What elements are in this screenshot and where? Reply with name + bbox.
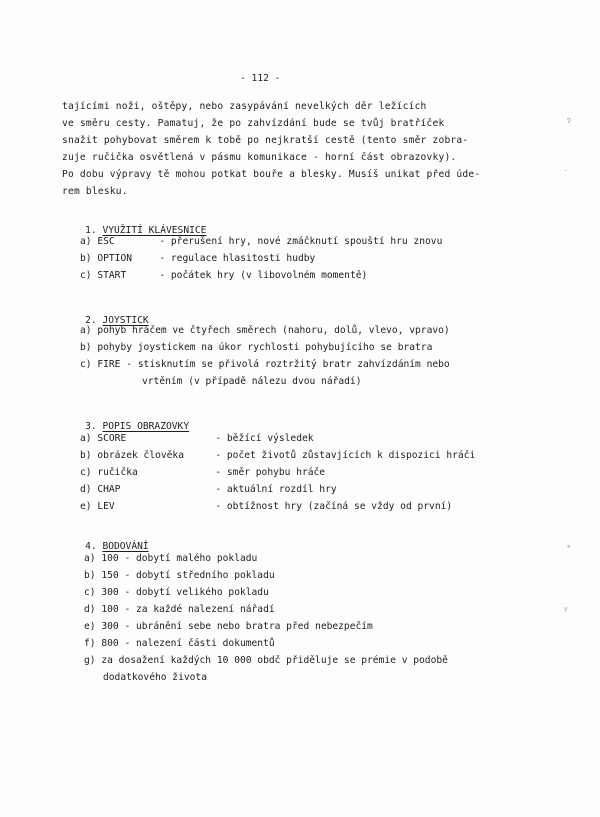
item-text: - aktuální rozdíl hry: [215, 484, 337, 495]
item-text: FIRE - stisknutím se přivolá roztržitý bratr zahvízdáním nebo: [97, 359, 450, 370]
item-letter: b): [84, 570, 96, 581]
section-number: 1.: [85, 225, 97, 236]
list-item-continuation: vrtěním (v případě nálezu dvou nářadí): [142, 376, 362, 387]
item-label: START: [97, 270, 127, 281]
list-item: [80, 325, 450, 336]
item-text: - počet životů zůstavjících k dispozici hráči: [215, 450, 476, 461]
list-item: [80, 270, 367, 281]
item-letter: a): [80, 236, 92, 247]
section-title: VYUŽITÍ KLÁVESNICE: [102, 225, 207, 236]
item-text: 100 - dobytí malého pokladu: [101, 553, 258, 564]
item-letter: d): [80, 484, 92, 495]
item-text: - běžící výsledek: [215, 433, 314, 444]
item-letter: c): [80, 270, 92, 281]
item-letter: c): [84, 587, 96, 598]
item-letter: e): [84, 621, 96, 632]
list-item: [84, 604, 275, 615]
scan-mark-icon: ᵧ: [563, 603, 569, 613]
section-number: 4.: [85, 541, 97, 552]
section-number: 2.: [85, 315, 97, 326]
list-item-continuation: dodatkového života: [103, 672, 207, 683]
intro-line: ve směru cesty. Pamatuj, že po zahvízdání bude se tvůj bratříček: [62, 118, 445, 129]
intro-line: rem blesku.: [62, 186, 128, 197]
item-letter: b): [80, 253, 92, 264]
section-title: BODOVÁNÍ: [102, 541, 149, 552]
list-item: [80, 433, 314, 444]
item-letter: c): [80, 467, 92, 478]
item-letter: e): [80, 501, 92, 512]
list-item: [84, 553, 257, 564]
list-item: [84, 570, 275, 581]
list-item: [84, 655, 448, 666]
scan-mark-icon: ɂ: [566, 116, 572, 126]
item-letter: c): [80, 359, 92, 370]
list-item: [80, 484, 337, 495]
item-text: 100 - za každé nalezení nářadí: [101, 604, 275, 615]
list-item: [84, 587, 269, 598]
item-text: pohyb hráčem ve čtyřech směrech (nahoru, dolů, vlevo, vpravo): [97, 325, 450, 336]
list-item: [80, 450, 475, 461]
item-letter: a): [80, 325, 92, 336]
item-text: - počátek hry (v libovolném momentě): [159, 270, 368, 281]
intro-line: snažit pohybovat směrem k tobě po nejkratší cestě (tento směr zobra-: [62, 135, 469, 146]
list-item: [80, 236, 442, 247]
item-label: CHAP: [97, 484, 121, 495]
item-letter: g): [84, 655, 96, 666]
list-item: [80, 359, 450, 370]
item-letter: b): [80, 342, 92, 353]
intro-line: tajícími noži, oštěpy, nebo zasypávání nevelkých děr ležících: [62, 101, 427, 112]
item-label: LEV: [97, 501, 115, 512]
scan-mark-icon: ˙: [563, 170, 569, 180]
item-letter: f): [84, 638, 96, 649]
item-letter: a): [80, 433, 92, 444]
item-label: ručička: [97, 467, 138, 478]
item-label: OPTION: [97, 253, 132, 264]
item-text: 800 - nalezení části dokumentů: [101, 638, 275, 649]
item-text: - přerušení hry, nové zmáčknutí spouští hru znovu: [159, 236, 443, 247]
list-item: [84, 638, 275, 649]
item-label: ESC: [97, 236, 115, 247]
page-number: - 112 -: [240, 73, 281, 84]
intro-line: zuje ručička osvětlená v pásmu komunikace - horní část obrazovky).: [62, 152, 457, 163]
scan-mark-icon: ˚: [566, 546, 572, 556]
list-item: [80, 501, 452, 512]
item-text: 300 - dobytí velikého pokladu: [101, 587, 269, 598]
item-text: 150 - dobytí středního pokladu: [101, 570, 275, 581]
section-title: POPIS OBRAZOVKY: [102, 421, 190, 432]
item-letter: b): [80, 450, 92, 461]
item-text: - obtížnost hry (začíná se vždy od první): [215, 501, 453, 512]
item-letter: a): [84, 553, 96, 564]
section-number: 3.: [85, 421, 97, 432]
list-item: [80, 467, 325, 478]
section-title: JOYSTICK: [102, 315, 149, 326]
list-item: [84, 621, 373, 632]
item-text: 300 - ubránění sebe nebo bratra před nebezpečím: [101, 621, 373, 632]
item-text: pohyby joystickem na úkor rychlosti pohybujícího se bratra: [97, 342, 433, 353]
item-text: - směr pohybu hráče: [215, 467, 326, 478]
item-label: SCORE: [97, 433, 127, 444]
list-item: [80, 253, 315, 264]
item-text: - regulace hlasitosti hudby: [159, 253, 316, 264]
item-label: obrázek člověka: [97, 450, 184, 461]
list-item: [80, 342, 432, 353]
intro-line: Po dobu výpravy tě mohou potkat bouře a blesky. Musíš unikat před úde-: [62, 169, 481, 180]
item-letter: d): [84, 604, 96, 615]
item-text: za dosažení každých 10 000 obdč přiděluje se prémie v podobě: [101, 655, 448, 666]
